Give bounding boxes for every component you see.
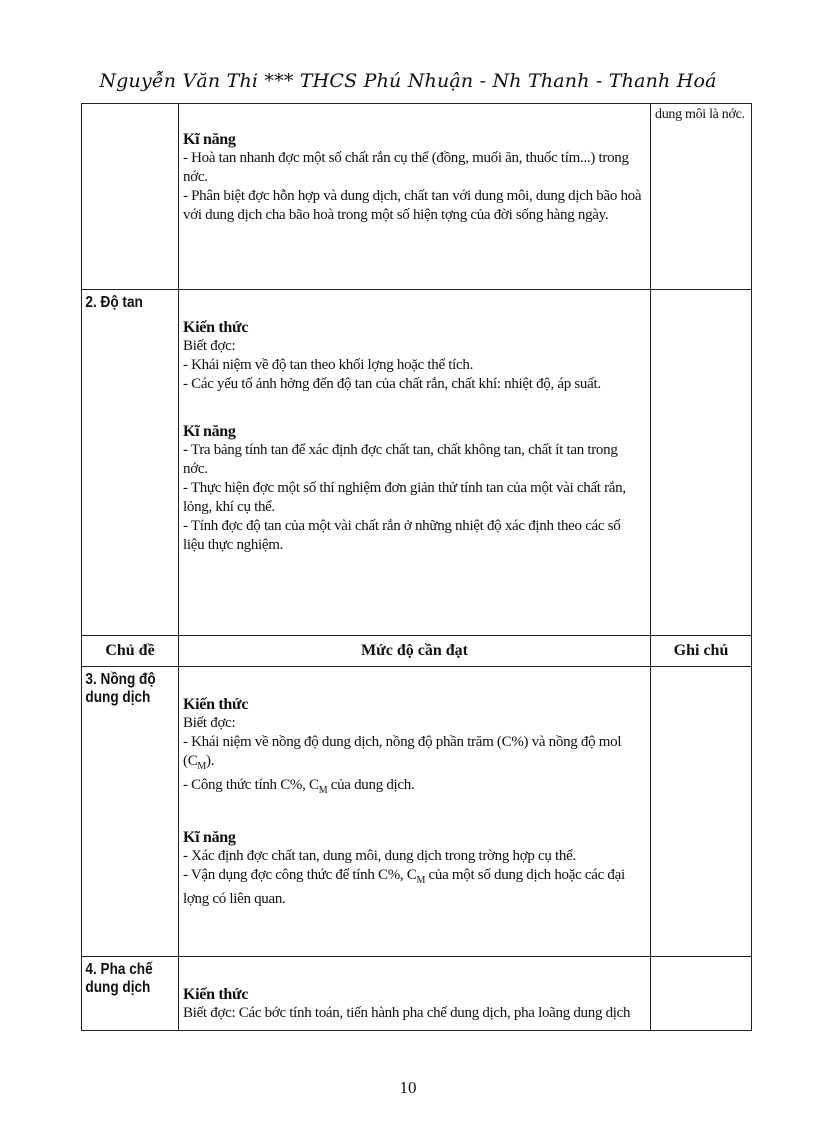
page-header: Nguyễn Văn Thi *** THCS Phú Nhuận - Nh Thanh - Thanh Hoá [99,70,717,92]
skill-heading: Kĩ năng [183,829,236,846]
topic-cell [82,290,179,636]
knowledge-item: - Khái niệm về nồng độ dung dịch, nồng độ phần trăm (C%) và nồng độ mol $(C_M)$. [183,734,622,772]
requirement-cell [179,957,651,1031]
skill-heading: Kĩ năng [183,423,236,440]
knowledge-item: Biết đợc: Các bớc tính toán, tiến hành pha chế dung dịch, pha loãng dung dịch [183,1005,631,1021]
table-row [82,290,752,636]
header-note: Ghi chú [651,636,752,667]
page-number: 10 [399,1078,417,1097]
header-topic: Chủ đề [82,636,179,667]
requirement-cell [179,290,651,636]
skill-heading: Kĩ năng [183,131,236,148]
table-row [82,104,752,290]
topic-cell [82,104,179,290]
skill-item: - Phân biệt đợc hỗn hợp và dung dịch, chất tan với dung môi, dung dịch bão hoà với dung dịch cha bão hoà trong một số hiện tợng của đời sống hàng ngày. [183,188,642,223]
content-table [81,103,752,1031]
topic-label: 4. Pha chế dung dịch [85,961,153,996]
table-row [82,957,752,1031]
knowledge-heading: Kiến thức [183,986,249,1003]
knowledge-lead: Biết đợc: [183,338,236,354]
knowledge-item: - Công thức tính C%, $C_M$ của dung dịch. [183,777,415,796]
header-requirement: Mức độ cần đạt [179,636,651,667]
note-cell [651,957,752,1031]
note-cell [651,104,752,290]
requirement-cell [179,104,651,290]
topic-label: 2. Độ tan [85,294,143,311]
skill-item: - Thực hiện đợc một số thí nghiệm đơn giản thử tính tan của một vài chất rắn, lỏng, khí cụ thể. [183,480,626,515]
table-header-row [82,636,752,667]
skill-item: - Vận dụng đợc công thức để tính C%, $C_M$ của một số dung dịch hoặc các đại lợng có liên quan. [183,867,625,907]
skill-item: - Tra bảng tính tan để xác định đợc chất tan, chất không tan, chất ít tan trong nớc. [183,442,618,477]
note-text: dung môi là nớc. [655,107,745,122]
knowledge-item: - Các yếu tố ảnh hởng đến độ tan của chất rắn, chất khí: nhiệt độ, áp suất. [183,376,601,392]
topic-label: 3. Nồng độ dung dịch [85,671,156,706]
note-cell [651,667,752,957]
knowledge-item: - Khái niệm về độ tan theo khối lợng hoặc thể tích. [183,357,474,373]
requirement-cell [179,667,651,957]
skill-item: - Tính đợc độ tan của một vài chất rắn ở những nhiệt độ xác định theo các số liệu thực nghiệm. [183,518,621,553]
skill-item: - Xác định đợc chất tan, dung môi, dung dịch trong trờng hợp cụ thể. [183,848,576,864]
knowledge-heading: Kiến thức [183,319,249,336]
topic-cell [82,667,179,957]
skill-item: - Hoà tan nhanh đợc một số chất rắn cụ thể (đồng, muối ăn, thuốc tím...) trong nớc. [183,150,629,185]
note-cell [651,290,752,636]
table-row [82,667,752,957]
knowledge-heading: Kiến thức [183,696,249,713]
knowledge-lead: Biết đợc: [183,715,236,731]
topic-cell [82,957,179,1031]
